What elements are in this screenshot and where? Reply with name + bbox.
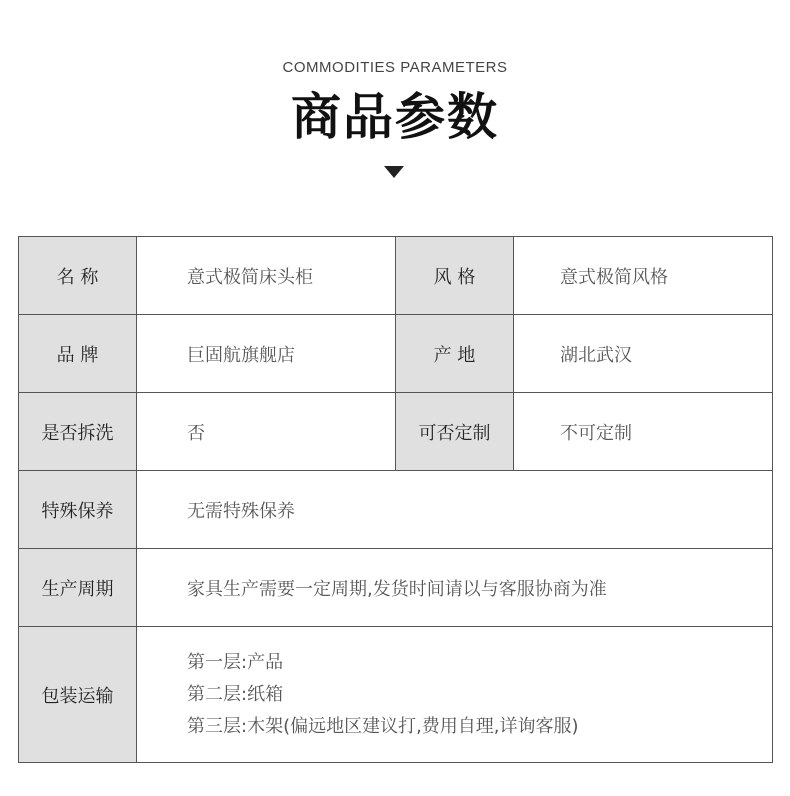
param-label-customizable: 可否定制 bbox=[396, 393, 514, 471]
param-value-style: 意式极简风格 bbox=[514, 237, 773, 315]
chevron-down-icon bbox=[384, 166, 404, 178]
packaging-line-3: 第三层:木架(偏远地区建议打,费用自理,详询客服) bbox=[187, 715, 579, 737]
param-value-maintenance: 无需特殊保养 bbox=[137, 471, 773, 549]
param-value-production-cycle: 家具生产需要一定周期,发货时间请以与客服协商为准 bbox=[137, 549, 773, 627]
param-label-style: 风 格 bbox=[396, 237, 514, 315]
table-row bbox=[19, 627, 773, 763]
page-title: 商品参数 bbox=[291, 88, 499, 146]
table-row bbox=[19, 471, 773, 549]
param-value-customizable: 不可定制 bbox=[514, 393, 773, 471]
param-value-packaging bbox=[137, 627, 773, 763]
param-value-name: 意式极简床头柜 bbox=[137, 237, 396, 315]
param-label-washable: 是否拆洗 bbox=[19, 393, 137, 471]
param-label-production-cycle: 生产周期 bbox=[19, 549, 137, 627]
param-label-packaging: 包装运输 bbox=[19, 627, 137, 763]
packaging-line-2: 第二层:纸箱 bbox=[187, 683, 284, 705]
param-label-name: 名 称 bbox=[19, 237, 137, 315]
table-row bbox=[19, 315, 773, 393]
param-value-origin: 湖北武汉 bbox=[514, 315, 773, 393]
param-value-washable: 否 bbox=[137, 393, 396, 471]
table-row bbox=[19, 393, 773, 471]
packaging-line-1: 第一层:产品 bbox=[187, 651, 284, 673]
parameters-table bbox=[18, 236, 773, 763]
param-label-maintenance: 特殊保养 bbox=[19, 471, 137, 549]
param-value-brand: 巨固航旗舰店 bbox=[137, 315, 396, 393]
table-row bbox=[19, 549, 773, 627]
table-row bbox=[19, 237, 773, 315]
param-label-brand: 品 牌 bbox=[19, 315, 137, 393]
section-subtitle: COMMODITIES PARAMETERS bbox=[282, 59, 508, 76]
param-label-origin: 产 地 bbox=[396, 315, 514, 393]
